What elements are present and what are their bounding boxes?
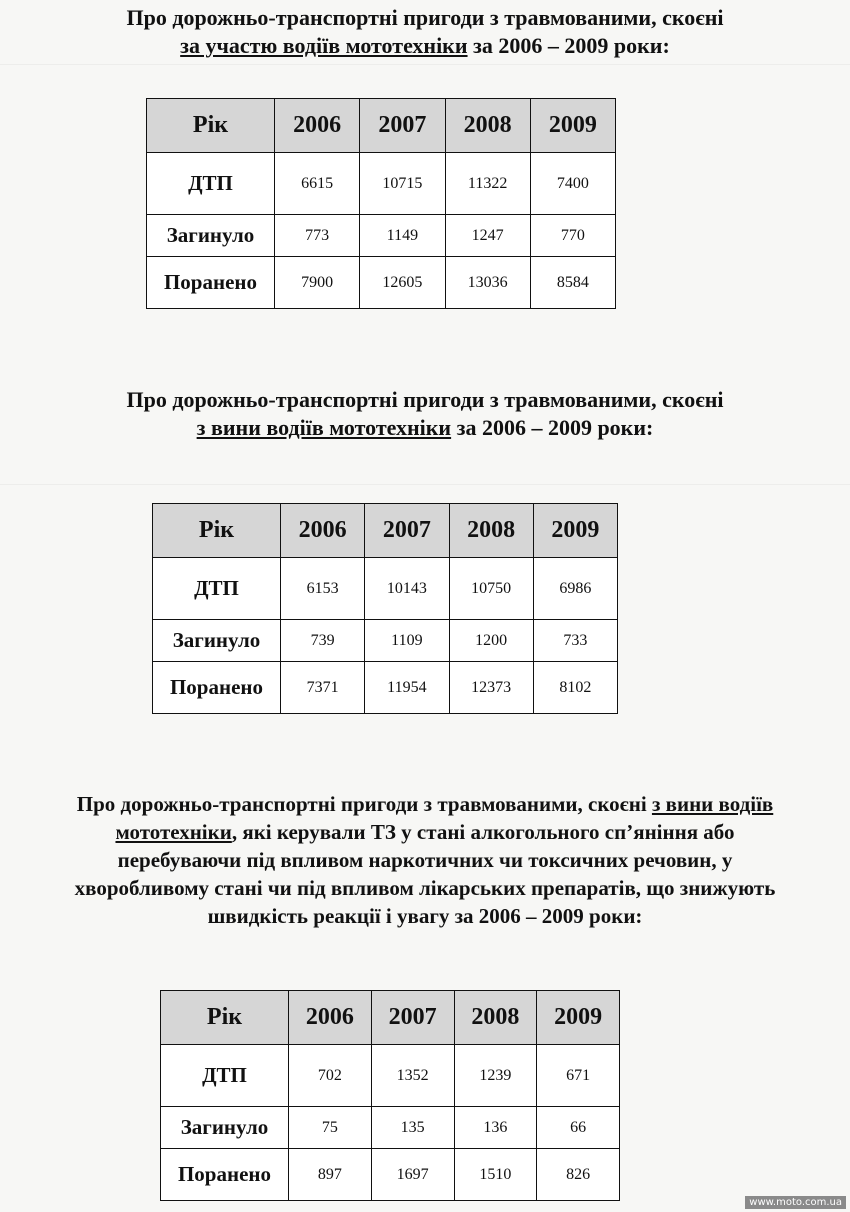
row-label: ДТП [147,153,275,215]
table-cell: 6615 [275,153,360,215]
header-year: 2007 [365,504,449,558]
table-row [161,1045,620,1107]
table-cell: 66 [537,1107,620,1149]
table-cell: 8584 [530,257,615,309]
table-cell: 671 [537,1045,620,1107]
section-2-heading-underlined: з вини водіїв мототехніки [196,415,452,440]
table-cell: 770 [530,215,615,257]
section-2-heading-line1: Про дорожньо-транспортні пригоди з травмованими, скоєні [126,387,724,412]
table-row [153,662,618,714]
section-1-table [146,98,616,309]
table-cell: 739 [281,620,365,662]
table-cell: 13036 [445,257,530,309]
header-year: 2008 [454,991,537,1045]
section-3-heading-line2: , які керували ТЗ у стані алкогольного сп’яніння або [231,820,735,844]
table-cell: 1247 [445,215,530,257]
table-cell: 6153 [281,558,365,620]
table-cell: 75 [289,1107,372,1149]
header-year: 2008 [445,99,530,153]
table-cell: 8102 [533,662,617,714]
table-row [153,620,618,662]
header-year-label: Рік [153,504,281,558]
header-year: 2007 [371,991,454,1045]
header-year: 2008 [449,504,533,558]
row-label: Поранено [147,257,275,309]
table-cell: 7900 [275,257,360,309]
table-cell: 897 [289,1149,372,1201]
table-cell: 136 [454,1107,537,1149]
section-3-heading [0,790,850,930]
row-label: ДТП [161,1045,289,1107]
section-3-heading-line4: хворобливому стані чи під впливом лікарських препаратів, що знижують [74,876,776,900]
table-header-row [153,504,618,558]
table-cell: 826 [537,1149,620,1201]
section-1-heading-line1: Про дорожньо-транспортні пригоди з травмованими, скоєні [126,5,724,30]
table-cell: 702 [289,1045,372,1107]
table-cell: 11322 [445,153,530,215]
table-cell: 11954 [365,662,449,714]
table-cell: 10143 [365,558,449,620]
table-cell: 6986 [533,558,617,620]
row-label: Загинуло [161,1107,289,1149]
table-cell: 1352 [371,1045,454,1107]
table-cell: 733 [533,620,617,662]
table-row [147,257,616,309]
table-cell: 12605 [360,257,445,309]
section-3-heading-line1: Про дорожньо-транспортні пригоди з травмованими, скоєні [76,792,652,816]
header-year-label: Рік [161,991,289,1045]
section-1-heading [0,4,850,60]
header-year: 2009 [533,504,617,558]
header-year-label: Рік [147,99,275,153]
header-year: 2006 [281,504,365,558]
table-cell: 1239 [454,1045,537,1107]
table-row [153,558,618,620]
row-label: ДТП [153,558,281,620]
section-3-heading-line5: швидкість реакції і увагу за 2006 – 2009 роки: [207,904,643,928]
table-cell: 1200 [449,620,533,662]
section-3-table [160,990,620,1201]
header-year: 2006 [289,991,372,1045]
section-3-heading-underlined-2: мототехніки [115,820,232,844]
table-cell: 1697 [371,1149,454,1201]
table-cell: 10750 [449,558,533,620]
section-3-heading-line3: перебуваючи під впливом наркотичних чи токсичних речовин, у [117,848,733,872]
table-header-row [147,99,616,153]
section-1-heading-underlined: за участю водіїв мототехніки [180,33,468,58]
table-row [161,1107,620,1149]
header-year: 2006 [275,99,360,153]
header-year: 2009 [530,99,615,153]
scan-artifact [0,64,850,65]
table-row [147,153,616,215]
table-cell: 1109 [365,620,449,662]
header-year: 2007 [360,99,445,153]
site-watermark: www.moto.com.ua [745,1196,846,1209]
table-cell: 10715 [360,153,445,215]
table-row [161,1149,620,1201]
table-cell: 7400 [530,153,615,215]
section-2-heading-rest: за 2006 – 2009 роки: [451,415,654,440]
scan-artifact [0,484,850,485]
row-label: Поранено [153,662,281,714]
row-label: Загинуло [147,215,275,257]
table-cell: 135 [371,1107,454,1149]
section-2-table [152,503,618,714]
table-cell: 7371 [281,662,365,714]
row-label: Поранено [161,1149,289,1201]
table-header-row [161,991,620,1045]
section-3-heading-underlined-1: з вини водіїв [651,792,774,816]
row-label: Загинуло [153,620,281,662]
section-2-heading [0,386,850,442]
header-year: 2009 [537,991,620,1045]
table-cell: 12373 [449,662,533,714]
table-cell: 773 [275,215,360,257]
table-row [147,215,616,257]
section-1-heading-rest: за 2006 – 2009 роки: [467,33,670,58]
table-cell: 1510 [454,1149,537,1201]
table-cell: 1149 [360,215,445,257]
